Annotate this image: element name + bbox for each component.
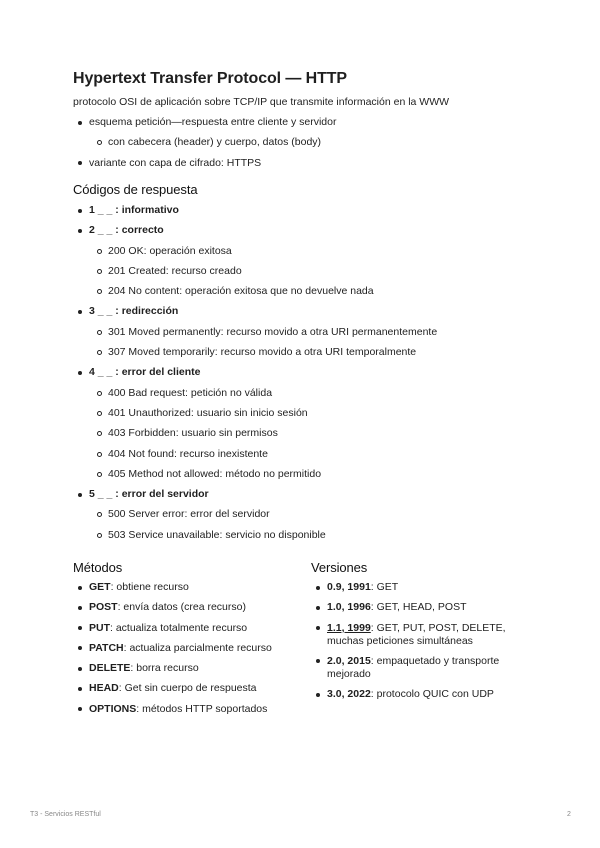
method-delete: DELETE: borra recurso [89,662,304,675]
list-item: 200 OK: operación exitosa [108,245,569,258]
list-item: 307 Moved temporarily: recurso movido a otra URI temporalmente [108,346,569,359]
intro-text: protocolo OSI de aplicación sobre TCP/IP que transmite información en la WWW [73,96,450,108]
method-get: GET: obtiene recurso [89,581,304,594]
list-item: 301 Moved permanently: recurso movido a otra URI permanentemente [108,326,569,339]
code-group-5xx: 5 _ _ : error del servidor 500 Server error: error del servidor 503 Service unavailable: servicio no disponible [89,488,569,542]
list-item: 500 Server error: error del servidor [108,508,569,521]
footer-doc-title: T3 - Servicios RESTful [30,811,101,818]
code-group-3xx: 3 _ _ : redirección 301 Moved permanently: recurso movido a otra URI permanentemente 307 Moved temporarily: recurso movido a otra URI temporalmente [89,305,569,359]
code-group-4xx: 4 _ _ : error del cliente 400 Bad request: petición no válida 401 Unauthorized: usuario sin inicio sesión 403 Forbidden: usuario sin permisos 404 Not found: recurso inexistente 405 Method not allowed: método no permitido [89,366,569,480]
list-item: con cabecera (header) y cuerpo, datos (body) [108,136,559,149]
versions-heading: Versiones [311,560,368,575]
version-1-0: 1.0, 1996: GET, HEAD, POST [327,601,532,614]
methods-heading: Métodos [73,560,123,575]
footer-page-number: 2 [567,811,571,818]
sub-list [108,326,569,359]
http-overview-list [89,116,559,170]
method-head: HEAD: Get sin cuerpo de respuesta [89,682,304,695]
sub-list [108,387,569,481]
sub-list [108,508,569,541]
response-codes-list [89,204,569,542]
version-0-9: 0.9, 1991: GET [327,581,532,594]
page-title: Hypertext Transfer Protocol — HTTP [73,70,347,87]
list-item: 403 Forbidden: usuario sin permisos [108,427,569,440]
sub-list [108,136,559,149]
version-2-0: 2.0, 2015: empaquetado y transporte mejorado [327,655,532,681]
versions-list [327,581,532,701]
method-options: OPTIONS: métodos HTTP soportados [89,703,304,716]
list-item: 405 Method not allowed: método no permitido [108,468,569,481]
list-item: esquema petición—respuesta entre cliente y servidor con cabecera (header) y cuerpo, datos (body) [89,116,559,149]
list-item: 401 Unauthorized: usuario sin inicio sesión [108,407,569,420]
method-patch: PATCH: actualiza parcialmente recurso [89,642,304,655]
code-group-2xx: 2 _ _ : correcto 200 OK: operación exitosa 201 Created: recurso creado 204 No content: operación exitosa que no devuelve nada [89,224,569,298]
methods-list [89,581,304,716]
sub-list [108,245,569,299]
list-item: 404 Not found: recurso inexistente [108,448,569,461]
codes-heading: Códigos de respuesta [73,182,198,197]
list-item: 204 No content: operación exitosa que no devuelve nada [108,285,569,298]
list-item: variante con capa de cifrado: HTTPS [89,157,559,170]
list-item: 503 Service unavailable: servicio no disponible [108,529,569,542]
method-put: PUT: actualiza totalmente recurso [89,622,304,635]
version-1-1: 1.1, 1999: GET, PUT, POST, DELETE, muchas peticiones simultáneas [327,622,532,648]
version-3-0: 3.0, 2022: protocolo QUIC con UDP [327,688,532,701]
code-group-1xx: 1 _ _ : informativo [89,204,569,217]
list-item: 400 Bad request: petición no válida [108,387,569,400]
list-item: 201 Created: recurso creado [108,265,569,278]
method-post: POST: envía datos (crea recurso) [89,601,304,614]
